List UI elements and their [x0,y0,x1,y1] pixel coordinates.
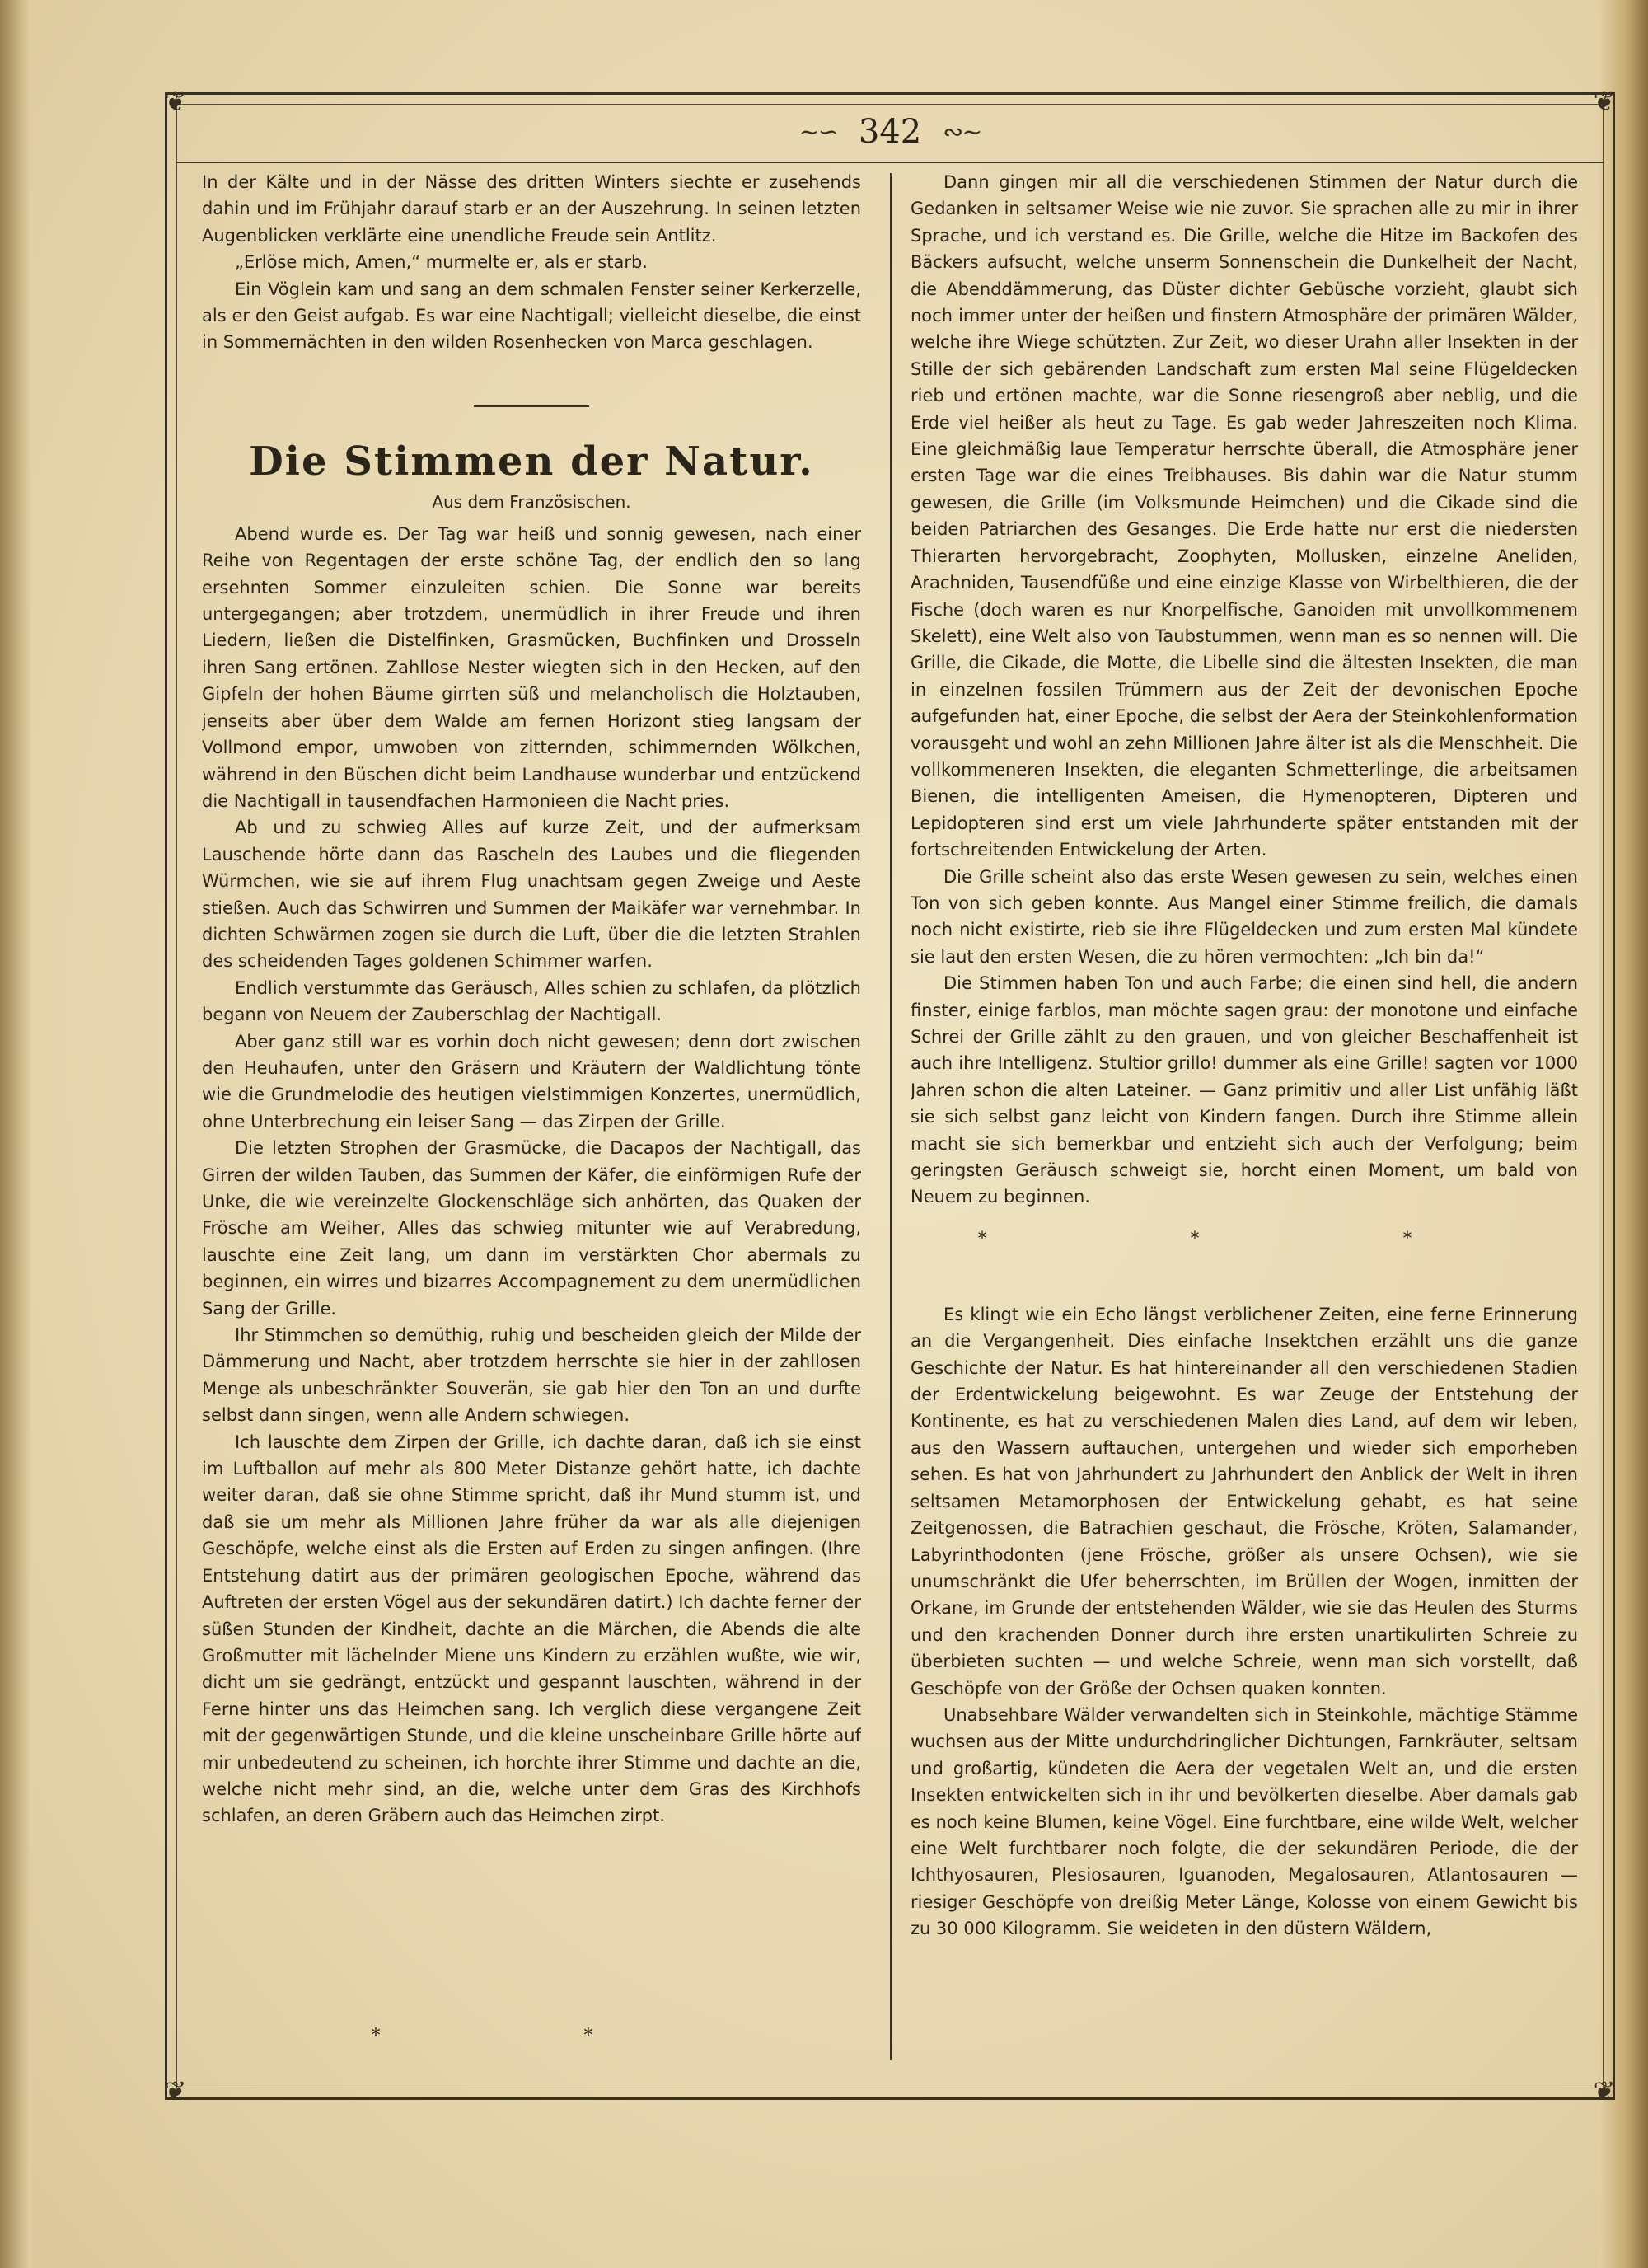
paragraph: Dann gingen mir all die verschiedenen Stimmen der Natur durch die Gedanken in seltsamer Weise wie nie zuvor. Sie sprachen alle zu mir in ihrer Sprache, und ich verstand es. Die Grille, welche die Hitze im Backofen des Bäckers aufsucht, welche unserm Sonnenschein die Dunkelheit der Nacht, die Abenddämmerung, das Düster dichter Gebüsche vorzieht, glaubt sich noch immer unter der heißen und finstern Atmosphäre der primären Wälder, welche ihre Wiege schützten. Zur Zeit, wo dieser Urahn aller Insekten in der Stille der sich gebärenden Landschaft zum ersten Mal seine Flügeldecken rieb und ertönen machte, war die Sonne riesengroß aber neblig, und die Erde viel heißer als heut zu Tage. Es gab weder Jahreszeiten noch Klima. Eine gleichmäßig laue Temperatur herrschte überall, die Atmosphäre jener ersten Tage war die eines Treibhauses. Bis dahin war die Natur stumm gewesen, die Grille (im Volksmunde Heimchen) und die Cikade sind die beiden Patriarchen des Gesanges. Die Erde hatte nur erst die niedersten Thierarten hervorgebracht, Zoophyten, Mollusken, einzelne Aneliden, Arachniden, Tausendfüße und eine einzige Klasse von Wirbelthieren, die der Fische (doch waren es nur Knorpelfische, Ganoiden mit unvollkommenem Skelett), eine Welt also von Taubstummen, wenn man es so nennen will. Die Grille, die Cikade, die Motte, die Libelle sind die ältesten Insekten, die man in einzelnen fossilen Trümmern aus der Zeit der devonischen Epoche aufgefunden hat, einer Epoche, die selbst der Aera der Steinkohlenformation vorausgeht und wohl an zehn Millionen Jahre älter ist als die Menschheit. Die vollkommeneren Insekten, die eleganten Schmetterlinge, die arbeitsamen Bienen, die intelligenten Ameisen, die Hymenopteren, Dipteren und Lepidopteren sind erst um viele Jahrhunderte später entstanden mit der fortschreitenden Entwickelung der Arten. [911,172,1578,860]
section-divider [474,405,589,407]
corner-ornament-icon: ❦ [1593,86,1616,117]
paragraph: Endlich verstummte das Geräusch, Alles schien zu schlafen, da plötzlich begann von Neuem der Zauberschlag der Nachtigall. [202,977,861,1025]
corner-ornament-icon: ❦ [164,2075,187,2106]
paragraph: Ab und zu schwieg Alles auf kurze Zeit, und der aufmerksam Lauschende hörte dann das Rascheln des Laubes und die fliegenden Würmchen, wie sie auf ihrem Flug unachtsam gegen Zweige und Aeste stießen. Auch das Schwirren und Summen der Maikäfer war vernehmbar. In dichten Schwärmen zogen sie durch die Luft, über die die letzten Strahlen des scheidenden Tages goldenen Schimmer warfen. [202,818,861,972]
article-title: Die Stimmen der Natur. [249,438,814,485]
corner-ornament-icon: ❦ [164,86,187,117]
paragraph: Ihr Stimmchen so demüthig, ruhig und bescheiden gleich der Milde der Dämmerung und Nacht, aber trotzdem herrschte sie hier in der zahllosen Menge als unbeschränkter Souverän, sie gab hier den Ton an und durfte selbst dann singen, wenn alle Andern schwiegen. [202,1325,861,1426]
section-stars: * * [371,2026,692,2046]
header-ornament-left: ~∽ [798,117,837,147]
binding-spine [0,0,31,2268]
corner-ornament-icon: ❦ [1593,2075,1616,2106]
paragraph: In der Kälte und in der Nässe des dritten Winters siechte er zusehends dahin und im Frühjahr darauf starb er an der Auszehrung. In seinen letzten Augenblicken verklärte eine unendliche Freude sein Antlitz. [202,172,861,246]
column-divider [890,173,892,2060]
header-rule [176,162,1604,163]
right-column [911,169,1578,2089]
paragraph: „Erlöse mich, Amen,“ murmelte er, als er starb. [235,252,648,273]
article-subtitle: Aus dem Französischen. [432,491,631,512]
paragraph: Die letzten Strophen der Grasmücke, die Dacapos der Nachtigall, das Girren der wilden Tauben, das Summen der Käfer, die einförmigen Rufe der Unke, die wie vereinzelte Glockenschläge sich anhörten, das Quaken der Frösche am Weiher, Alles das schwieg mitunter wie auf Verabredung, lauschte eine Zeit lang, um dann im verstärkten Chor abermals zu beginnen, ein wirres und bizarres Accompagnement zu dem unermüdlichen Sang der Grille. [202,1138,861,1319]
paragraph: Ich lauschte dem Zirpen der Grille, ich dachte daran, daß ich sie einst im Luftballon auf mehr als 800 Meter Distanze gehört hatte, ich dachte weiter daran, daß sie ohne Stimme spricht, daß ihr Mund stumm ist, und daß sie um mehr als Millionen Jahre früher da war als alle diejenigen Geschöpfe, welche einst als die Ersten auf Erden zu singen anfingen. (Ihre Entstehung datirt aus der primären geologischen Epoche, während das Auftreten der ersten Vögel aus der sekundären datirt.) Ich dachte ferner der süßen Stunden der Kindheit, dachte an die Märchen, die Abends die alte Großmutter mit lächelnder Miene uns Kindern zu erzählen wußte, wie wir, dicht um sie gedrängt, entzückt und gespannt lauschten, während in der Ferne hinter uns das Heimchen sang. Ich verglich diese vergangene Zeit mit der gegenwärtigen Stunde, und die kleine unscheinbare Grille hörte auf mir unbedeutend zu scheinen, ich horchte ihrer Stimme und dachte an die, welche nicht mehr sind, an die, welche unter dem Gras des Kirchhofs schlafen, an deren Gräbern auch das Heimchen zirpt. [202,1432,861,1826]
left-column [202,169,861,2089]
paragraph: Abend wurde es. Der Tag war heiß und sonnig gewesen, nach einer Reihe von Regentagen der erste schöne Tag, der endlich den so lang ersehnten Sommer einzuleiten schien. Die Sonne war bereits untergegangen; aber trotzdem, unermüdlich in ihrer Freude und ihren Liedern, ließen die Distelfinken, Grasmücken, Buchfinken und Drosseln ihren Sang ertönen. Zahllose Nester wiegten sich in den Hecken, auf den Gipfeln der hohen Bäume girrten süß und melancholisch die Holztauben, jenseits aber über dem Walde am fernen Horizont stieg langsam der Vollmond empor, umwoben von zitternden, schimmernden Wölkchen, während in den Büschen dicht beim Landhause wunderbar und entzückend die Nachtigall in tausendfachen Harmonieen die Nacht pries. [202,523,861,811]
page-number: 342 [858,113,922,151]
section-stars: * * * [977,1228,1511,1249]
paragraph: Die Stimmen haben Ton und auch Farbe; die einen sind hell, die andern finster, einige farblos, man möchte sagen grau: der monotone und einfache Schrei der Grille zählt zu den grauen, und von gleicher Beschaffenheit ist auch ihre Intelligenz. Stultior grillo! dummer als eine Grille! sagten vor 1000 Jahren schon die alten Lateiner. — Ganz primitiv und aller List unfähig läßt sie sich selbst ganz leicht von Kindern fangen. Durch ihre Stimme allein macht sie sich bemerkbar und entzieht sich auch der Verfolgung; beim geringsten Geräusch schweigt sie, horcht einen Moment, um bald von Neuem zu beginnen. [911,973,1578,1207]
paragraph: Die Grille scheint also das erste Wesen gewesen zu sein, welches einen Ton von sich geben konnte. Aus Mangel einer Stimme freilich, die damals noch nicht existirte, rieb sie ihre Flügeldecken und zum ersten Mal kündete sie laut den ersten Wesen, die zu hören vermochten: „Ich bin da!“ [911,866,1578,967]
header-ornament-right: ∾~ [943,117,981,147]
paragraph: Ein Vöglein kam und sang an dem schmalen Fenster seiner Kerkerzelle, als er den Geist aufgab. Es war eine Nachtigall; vielleicht dieselbe, die einst in Sommernächten in den wilden Rosenhecken von Marca geschlagen. [202,279,861,353]
paragraph: Aber ganz still war es vorhin doch nicht gewesen; denn dort zwischen den Heuhaufen, unter den Gräsern und Kräutern der Waldlichtung tönte wie die Grundmelodie des heutigen vielstimmigen Konzertes, unermüdlich, ohne Unterbrechung ein leiser Sang — das Zirpen der Grille. [202,1031,861,1132]
paragraph: Es klingt wie ein Echo längst verblichener Zeiten, eine ferne Erinnerung an die Vergangenheit. Dies einfache Insektchen erzählt uns die ganze Geschichte der Natur. Es hat hintereinander all den verschiedenen Stadien der Erdentwickelung beigewohnt. Es war Zeuge der Entstehung der Kontinente, es hat zu verschiedenen Malen dies Land, auf dem wir leben, aus den Wassern auftauchen, untergehen und wieder sich emporheben sehen. Es hat von Jahrhundert zu Jahrhundert den Anblick der Welt in ihren seltsamen Metamorphosen der Entwickelung gehabt, es hat seine Zeitgenossen, die Batrachien geschaut, die Frösche, Kröten, Salamander, Labyrinthodonten (jene Frösche, größer als unsere Ochsen), wie sie unumschränkt die Ufer beherrschten, im Brüllen der Wogen, inmitten der Orkane, im Grunde der entstehenden Wälder, wie sie das Heulen des Sturms und den krachenden Donner durch ihre ersten unartikulirten Schreie zu überbieten suchten — und welche Schreie, wenn man sich vorstellt, daß Geschöpfe von der Größe der Ochsen quaken konnten. [911,1304,1578,1699]
page-header [165,107,1615,157]
paragraph: Unabsehbare Wälder verwandelten sich in Steinkohle, mächtige Stämme wuchsen aus der Mitte undurchdringlicher Dichtungen, Farnkräuter, seltsam und großartig, kündeten die Aera der vegetalen Welt an, und die ersten Insekten entwickelten sich in ihr und bevölkerten dieselbe. Aber damals gab es noch keine Blumen, keine Vögel. Eine furchtbare, eine wilde Welt, welcher eine Welt furchtbarer noch folgte, die der sekundären Periode, die der Ichthyosauren, Plesiosauren, Iguanoden, Megalosauren, Atlantosauren — riesiger Geschöpfe von dreißig Meter Länge, Kolosse von einem Gewicht bis zu 30 000 Kilogramm. Sie weideten in den düstern Wäldern, [911,1704,1578,1939]
